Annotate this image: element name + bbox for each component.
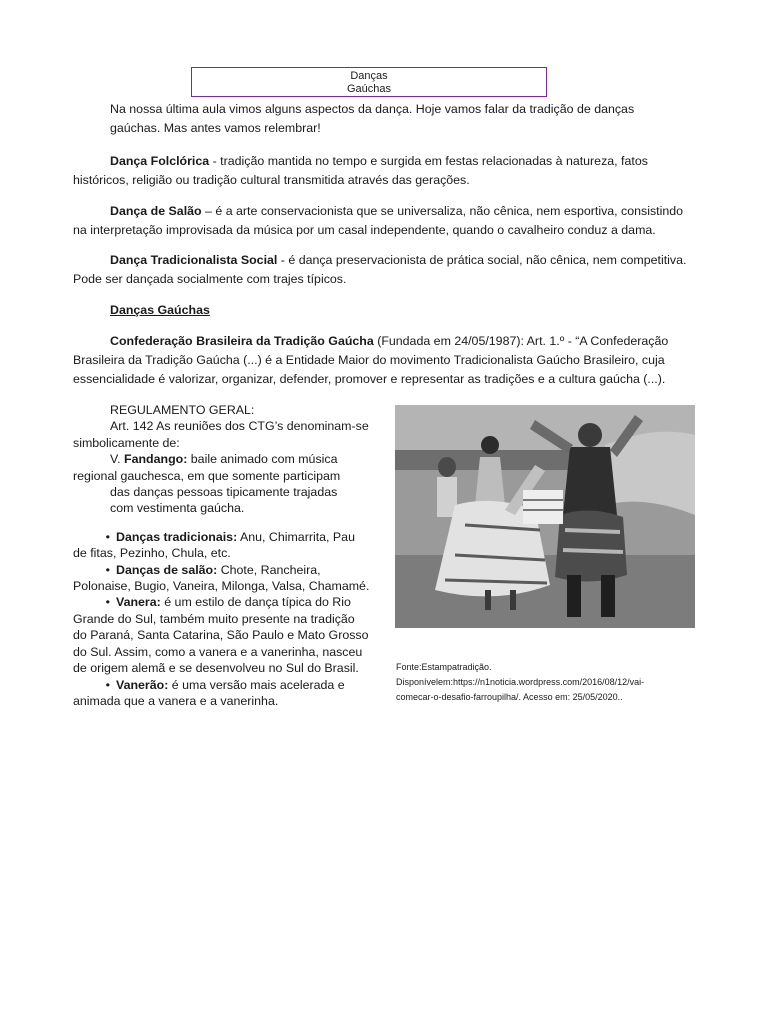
b4-line-1: é uma versão mais acelerada e	[168, 677, 345, 692]
b1-line-1: Anu, Chimarrita, Pau	[237, 529, 355, 544]
b1-term: Danças tradicionais:	[116, 529, 238, 544]
b4-line-2: animada que a vanera e a vanerinha.	[73, 693, 279, 708]
salao-paragraph	[73, 202, 705, 240]
b1-line-2: de fitas, Pezinho, Chula, etc.	[73, 546, 231, 561]
fandango-prefix: V.	[110, 452, 125, 467]
salao-line-1: – é a arte conservacionista que se universaliza, não cênica, nem esportiva, consistindo	[201, 204, 684, 218]
social-line-1: - é dança preservacionista de prática social, não cênica, nem competitiva.	[277, 253, 687, 267]
regulamento-art-1: Art. 142 As reuniões dos CTG’s denominam-se	[110, 419, 369, 434]
intro-paragraph	[73, 100, 705, 138]
folclorica-paragraph	[73, 152, 705, 190]
b2-term: Danças de salão:	[116, 562, 218, 577]
fandango-line-4: com vestimenta gaúcha.	[110, 501, 245, 516]
fandango-line-3: das danças pessoas tipicamente trajadas	[110, 485, 338, 500]
b3-line-5: de origem alemã e se desenvolveu no Sul do Brasil.	[73, 661, 359, 676]
bullet-item-tradicionais	[73, 529, 385, 545]
bullet-item-salao	[73, 562, 385, 578]
salao-line-2: na interpretação improvisada da música por um casal independente, quando o cavalheiro conduz a dama.	[73, 223, 656, 237]
caption-line-1: Fonte:Estampatradição.	[396, 662, 492, 672]
b3-line-1: é um estilo de dança típica do Rio	[160, 595, 351, 610]
b3-term: Vanera:	[116, 595, 161, 610]
regulamento-column	[73, 402, 385, 709]
b3-line-4: do Sul. Assim, como a vanera e a vanerinha, nasceu	[73, 644, 363, 659]
fandango-line-1: baile animado com música	[187, 452, 338, 467]
folclorica-line-2: históricos, religião ou tradição cultural transmitida através das gerações.	[73, 173, 470, 187]
regulamento-art-2: simbolicamente de:	[73, 435, 180, 450]
title-line-1: Danças	[350, 70, 388, 82]
fandango-line-2: regional gauchesca, em que somente participam	[73, 468, 341, 483]
bullet-icon: •	[105, 677, 110, 692]
caption-line-2: Disponívelem:https://n1noticia.wordpress.com/2016/08/12/vai-	[396, 677, 645, 687]
confederacao-line-1: (Fundada em 24/05/1987): Art. 1.º - “A Confederação	[373, 334, 669, 348]
bullet-item-vanera	[73, 594, 385, 610]
b3-line-2: Grande do Sul, também muito presente na tradição	[73, 611, 355, 626]
intro-line-2: gaúchas. Mas antes vamos relembrar!	[110, 121, 321, 135]
b4-term: Vanerão:	[116, 677, 169, 692]
folclorica-line-1: - tradição mantida no tempo e surgida em festas relacionadas à natureza, fatos	[209, 154, 648, 168]
confederacao-paragraph	[73, 332, 705, 389]
title-box	[191, 67, 547, 97]
section-heading-row	[73, 301, 705, 320]
fandango-term: Fandango:	[124, 452, 188, 467]
b3-line-3: do Paraná, Santa Catarina, São Paulo e Mato Grosso	[73, 628, 369, 643]
bullet-icon: •	[105, 529, 110, 544]
caption-line-3: comecar-o-desafio-farroupilha/. Acesso em: 25/05/2020..	[396, 692, 623, 702]
b2-line-1: Chote, Rancheira,	[217, 562, 321, 577]
social-term: Dança Tradicionalista Social	[110, 253, 278, 267]
b2-line-2: Polonaise, Bugio, Vaneira, Milonga, Valsa, Chamamé.	[73, 579, 370, 594]
gaucho-dancers-photo	[395, 405, 695, 628]
bullet-item-vanerao	[73, 677, 385, 693]
bullet-icon: •	[105, 595, 110, 610]
social-paragraph	[73, 251, 705, 289]
intro-line-1: Na nossa última aula vimos alguns aspectos da dança. Hoje vamos falar da tradição de danças	[110, 102, 635, 116]
salao-term: Dança de Salão	[110, 204, 202, 218]
section-heading: Danças Gaúchas	[110, 303, 210, 317]
bullet-icon: •	[105, 562, 110, 577]
confederacao-line-3: essencialidade é valorizar, organizar, defender, promover e representar as tradições e a cultura gaúcha (...).	[73, 372, 666, 386]
folclorica-term: Dança Folclórica	[110, 154, 210, 168]
photo-caption	[396, 660, 706, 705]
title-line-2: Gaúchas	[346, 83, 392, 95]
confederacao-term: Confederação Brasileira da Tradição Gaúcha	[110, 334, 374, 348]
social-line-2: Pode ser dançada socialmente com trajes típicos.	[73, 272, 347, 286]
confederacao-line-2: Brasileira da Tradição Gaúcha (...) é a Entidade Maior do movimento Tradicionalista Gaúcho Brasileiro, cuja	[73, 353, 665, 367]
regulamento-heading: REGULAMENTO GERAL:	[110, 403, 255, 417]
